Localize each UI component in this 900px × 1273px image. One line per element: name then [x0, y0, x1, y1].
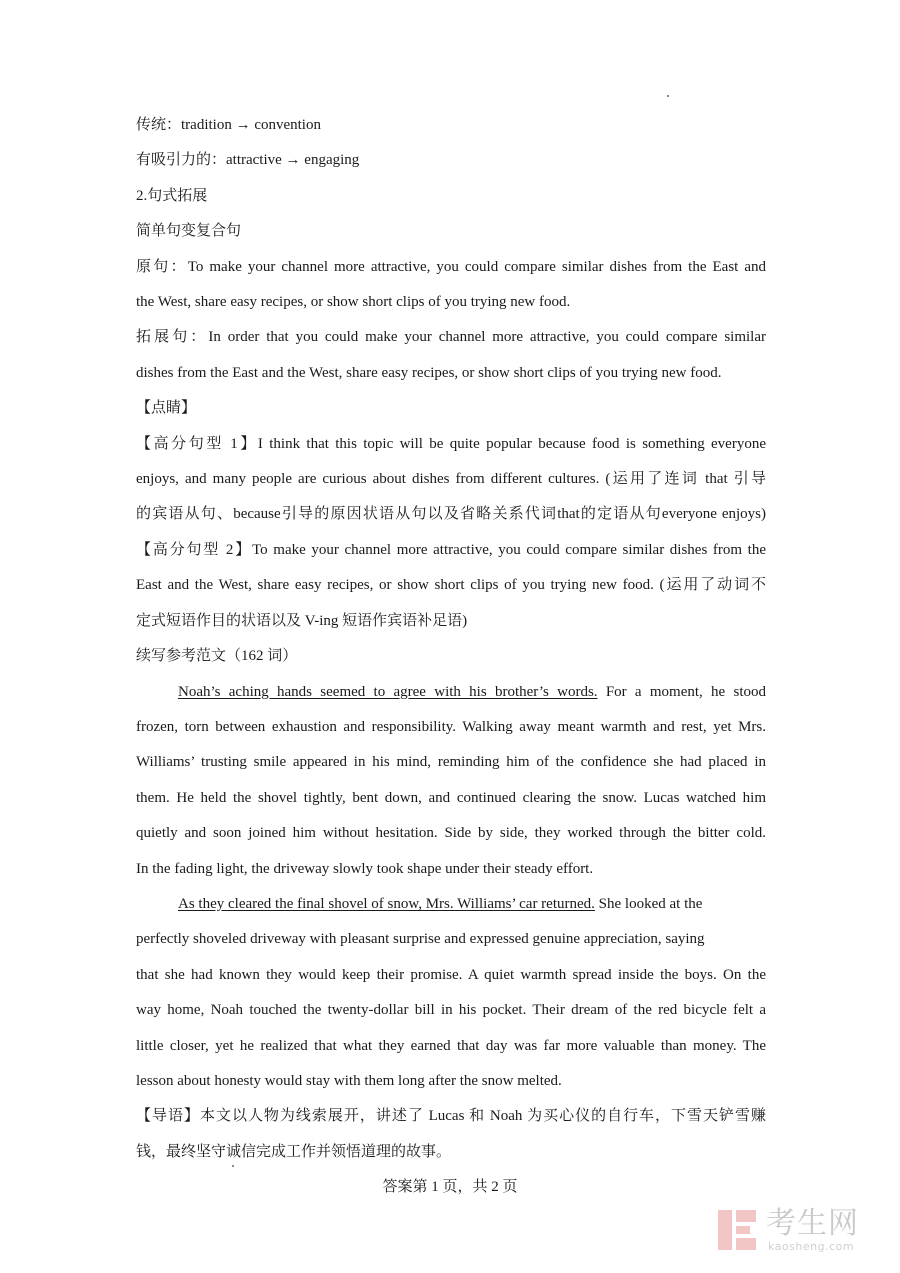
guide-line-1: 【导语】本文以人物为线索展开，讲述了 Lucas 和 Noah 为买心仪的自行车，下雪天铲雪赚	[136, 1108, 766, 1125]
speck-top	[667, 95, 669, 97]
essay-p1-underlined: Noah’s aching hands seemed to agree with his brother’s words.	[178, 683, 598, 700]
essay-p2-underlined: As they cleared the final shovel of snow, Mrs. Williams’ car returned.	[178, 895, 595, 912]
pattern-1-line-3: 的宾语从句、because引导的原因状语从句以及省略关系代词that的定语从句everyone enjoys)	[136, 506, 766, 523]
speck-bottom	[232, 1165, 234, 1167]
essay-p1-line-4: them. He held the shovel tightly, bent down, and continued clearing the snow. Lucas watched him	[136, 789, 766, 806]
pattern-1-line-1: 【高分句型 1】I think that this topic will be quite popular because food is something everyone	[136, 435, 766, 452]
essay-p1-rest: For a moment, he stood	[597, 683, 766, 700]
guide-line-2: 钱，最终坚守诚信完成工作并领悟道理的故事。	[136, 1143, 452, 1160]
page-footer: 答案第 1 页，共 2 页	[382, 1179, 518, 1195]
watermark	[716, 1206, 886, 1258]
sample-essay-heading: 续写参考范文（162 词）	[136, 648, 298, 665]
section-heading-sentence-expansion: 2.句式拓展	[136, 187, 208, 204]
pattern-2-line-1: 【高分句型 2】To make your channel more attractive, you could compare similar dishes from the	[136, 541, 766, 558]
expanded-sentence-line-2: dishes from the East and the West, share easy recipes, or show short clips of you trying new food.	[136, 364, 722, 381]
pattern-1-line-2: enjoys, and many people are curious about dishes from different cultures. (运用了连词 that 引导	[136, 471, 766, 488]
essay-p2-line-1	[136, 887, 766, 922]
essay-p1-line-6: In the fading light, the driveway slowly took shape under their steady effort.	[136, 860, 594, 877]
essay-p2-rest: She looked at the	[594, 895, 703, 912]
essay-p1-line-1	[136, 675, 766, 710]
essay-p2-line-4: way home, Noah touched the twenty-dollar bill in his pocket. Their dream of the red bicycle felt a	[136, 1002, 766, 1019]
pattern-2-line-3: 定式短语作目的状语以及 V-ing 短语作宾语补足语)	[136, 612, 468, 629]
essay-p2-line-5: little closer, yet he realized that what they earned that day was far more valuable than money. The	[136, 1037, 766, 1054]
essay-p2-line-6: lesson about honesty would stay with them long after the snow melted.	[136, 1072, 562, 1089]
original-sentence-line-2: the West, share easy recipes, or show short clips of you trying new food.	[136, 294, 571, 311]
original-sentence-line-1: 原句：To make your channel more attractive, you could compare similar dishes from the East and	[136, 258, 766, 275]
essay-p2-line-2: perfectly shoveled driveway with pleasant surprise and expressed genuine appreciation, saying	[136, 931, 705, 948]
document-body	[136, 108, 766, 1170]
kaosheng-logo-icon	[716, 1206, 760, 1254]
vocab-line-tradition: 传统：tradition → convention	[136, 117, 321, 133]
expanded-sentence-line-1: 拓展句：In order that you could make your channel more attractive, you could compare similar	[136, 329, 766, 346]
essay-p1-line-2: frozen, torn between exhaustion and responsibility. Walking away meant warmth and rest, yet Mrs.	[136, 718, 766, 735]
vocab-line-attractive: 有吸引力的：attractive → engaging	[136, 152, 360, 169]
essay-p1-line-3: Williams’ trusting smile appeared in his mind, reminding him of the confidence she had placed in	[136, 754, 766, 771]
subheading-simple-to-complex: 简单句变复合句	[136, 223, 242, 240]
essay-p1-line-5: quietly and soon joined him without hesitation. Side by side, they worked through the bitter cold.	[136, 825, 766, 842]
essay-p2-line-3: that she had known they would keep their promise. A quiet warmth spread inside the boys. On the	[136, 966, 766, 983]
pattern-2-line-2: East and the West, share easy recipes, or show short clips of you trying new food. (运用了动词不	[136, 577, 766, 594]
watermark-subtext: kaosheng.com	[768, 1240, 855, 1253]
watermark-text: 考生网	[766, 1206, 859, 1241]
highlights-heading: 【点睛】	[136, 400, 197, 417]
